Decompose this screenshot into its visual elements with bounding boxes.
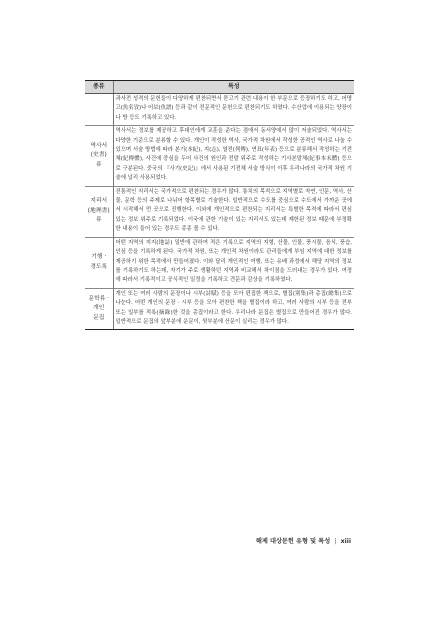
- table-row: [85, 237, 354, 288]
- table-row: [85, 288, 354, 330]
- page-number: xiii: [340, 538, 351, 545]
- kind-label-line: 역사서: [90, 142, 108, 149]
- row-description-cell: 과사전 성격의 문헌들이 다양하게 편찬되면서 묻고기 관련 내용이 한 부문으로 등장하기도 하고, 어명고(魚名攷)나 어보(魚譜) 등과 같이 전문적인 문헌으로 편찬되기도 하였다. 수산업에 이용되는 양장이나 방 등도 기록하고 있다.: [113, 94, 354, 126]
- kind-label-line: 류: [95, 161, 102, 168]
- footer-separator: |: [334, 538, 337, 545]
- header-kind: 종류: [85, 81, 113, 94]
- table-header-row: [85, 81, 354, 94]
- row-description-cell: 어떤 지역의 지지(地誌) 일반에 관하여 적은 기록으로 지역의 지형, 산물, 인물, 풍시물, 음식, 풍습, 인심 등을 기록하게 된다. 국가적 차원, 또는 개인적 차원이라도 관리들에게 부임 지역에 대한 정보를 제공하기 위한 목적에서 만들어졌다. 이와 달리 개인적인 여행, 또는 유배 과정에서 해당 지역의 정보를 기록하기도 하는데, 자기가 주로 생활하던 지역과 비교해서 차이점을 드러내는 경우가 있다. 여정에 따라서 기록적이고 공식적인 일정을 기록하고 견문과 감상을 기록하였다.: [113, 237, 354, 288]
- row-kind-cell: [85, 94, 113, 126]
- kind-label-line: 개인: [93, 305, 105, 312]
- kind-label-line: 기행 ·: [91, 254, 107, 261]
- kind-label-line: (地理書): [87, 207, 110, 214]
- table-row: [85, 126, 354, 186]
- kind-label-line: 문집: [93, 314, 105, 321]
- kind-label-line: 문학류 ·: [88, 295, 109, 302]
- kind-label-line: (史書): [90, 152, 107, 159]
- kind-label-line: 경도록: [90, 263, 108, 270]
- kind-label-line: 지리서: [90, 198, 108, 205]
- page-footer: [256, 536, 351, 545]
- table-row: [85, 94, 354, 126]
- row-kind-cell: [85, 237, 113, 288]
- table-body: [85, 94, 354, 330]
- row-description-cell: 개인 또는 여러 사람의 문장이나 시부(詩賦) 등을 모아 편집한 책으로, 별집(別集)과 총집(總集)으로 나눈다. 어떤 개인의 문장 · 시부 등을 모아 편찬한 책을 별집이라 하고, 여러 사람의 시부 등을 전부 또는 일부를 적록(摘錄)한 것을 총집이라고 한다. 우리나라 문집은 별집으로 만들어진 경우가 많다. 일반적으로 문집의 앞부분에 운문이, 뒷부분에 산문이 실리는 경우가 많다.: [113, 288, 354, 330]
- row-kind-cell: [85, 126, 113, 186]
- table-row: [85, 186, 354, 237]
- kind-label-line: 류: [95, 217, 102, 224]
- row-description-cell: 역사서는 정보를 제공하고 후대인에게 교훈을 준다는 점에서 동서양에서 많이 저술되었다. 역사서는 다양한 기준으로 분류할 수 있다. 개인이 작성한 역사, 국가적 차원에서 작성한 공적인 역사로 나눌 수 있으며 서술 방법에 따라 본기(本紀), 지(志), 열전(列傳), 연표(年表) 등으로 분류해서 작성하는 기전체(紀傳體), 사건에 중심을 두어 사건의 원인과 전말 위주로 작성하는 기사본말체(紀事本末體) 등으로 구분된다. 중국의 『사기(史記)』에서 사용된 기전체 서술 방식이 이후 우리나라의 국가적 차원 기술에 널리 사용되었다.: [113, 126, 354, 186]
- row-kind-cell: [85, 186, 113, 237]
- row-description-cell: 전통적인 지리서는 국가적으로 편찬되는 경우가 많다. 통치의 목적으로 지역별로 자연, 인문, 역사, 산물, 문학 등의 주제로 나뉘어 항목별로 기술한다. 일반적으로 수도를 중심으로 수도에서 가까운 곳에서 시작해서 먼 곳으로 진행한다. 이외에 개인적으로 편찬되는 지리서는 특별한 목적에 따라서 편심 있는 정보 위주로 기록되었다. 이국에 관한 기술이 있는 지리서도 있는데 제한된 정보 때문에 부정확한 내용이 들어 있는 경우도 종종 볼 수 있다.: [113, 186, 354, 237]
- row-kind-cell: [85, 288, 113, 330]
- footer-title: 해제 대상문헌 유형 및 특성: [255, 538, 331, 545]
- literature-type-table: [85, 80, 354, 330]
- header-feature: 특성: [113, 81, 354, 94]
